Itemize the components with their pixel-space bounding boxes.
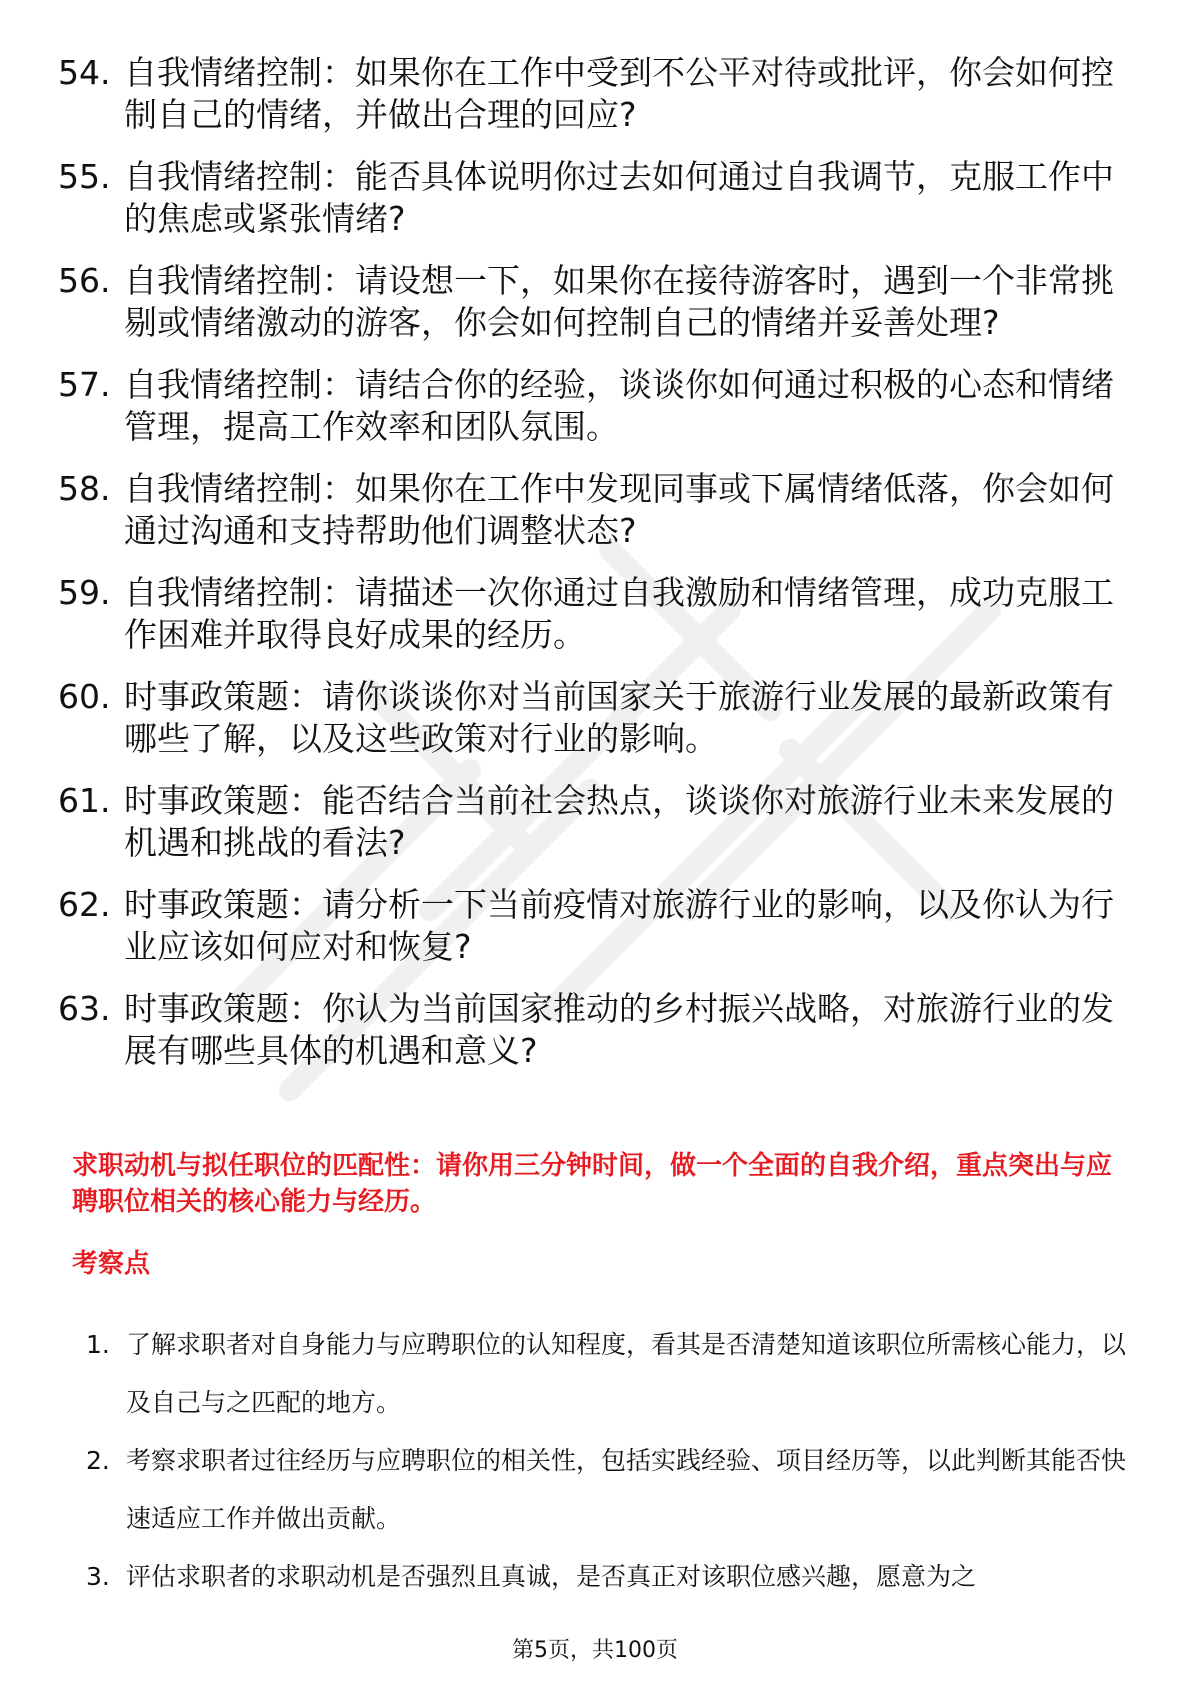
list-item bbox=[58, 676, 1130, 760]
question-text: 自我情绪控制：能否具体说明你过去如何通过自我调节，克服工作中的焦虑或紧张情绪? bbox=[124, 157, 1114, 238]
question-number: 60. bbox=[58, 677, 111, 716]
point-text: 评估求职者的求职动机是否强烈且真诚，是否真正对该职位感兴趣，愿意为之 bbox=[126, 1562, 977, 1591]
point-text: 考察求职者过往经历与应聘职位的相关性，包括实践经验、项目经历等，以此判断其能否快速适应工作并做出贡献。 bbox=[126, 1446, 1127, 1533]
question-number: 62. bbox=[58, 885, 111, 924]
section-heading: 求职动机与拟任职位的匹配性：请你用三分钟时间，做一个全面的自我介绍，重点突出与应聘职位相关的核心能力与经历。 bbox=[72, 1151, 1113, 1217]
subheading: 考察点 bbox=[72, 1249, 151, 1279]
question-number: 55. bbox=[58, 157, 111, 196]
question-list bbox=[58, 52, 1130, 1092]
list-item bbox=[58, 364, 1130, 448]
question-text: 自我情绪控制：请结合你的经验，谈谈你如何通过积极的心态和情绪管理，提高工作效率和团队氛围。 bbox=[124, 365, 1114, 446]
question-number: 58. bbox=[58, 469, 111, 508]
point-text: 了解求职者对自身能力与应聘职位的认知程度，看其是否清楚知道该职位所需核心能力，以及自己与之匹配的地方。 bbox=[126, 1330, 1127, 1417]
list-item bbox=[58, 52, 1130, 136]
question-text: 时事政策题：你认为当前国家推动的乡村振兴战略，对旅游行业的发展有哪些具体的机遇和意义? bbox=[124, 989, 1114, 1070]
question-number: 63. bbox=[58, 989, 111, 1028]
list-item bbox=[86, 1316, 1130, 1432]
assessment-points-list bbox=[86, 1316, 1130, 1606]
question-text: 自我情绪控制：如果你在工作中发现同事或下属情绪低落，你会如何通过沟通和支持帮助他们调整状态? bbox=[124, 469, 1114, 550]
question-number: 61. bbox=[58, 781, 111, 820]
question-text: 时事政策题：能否结合当前社会热点，谈谈你对旅游行业未来发展的机遇和挑战的看法? bbox=[124, 781, 1114, 862]
question-number: 59. bbox=[58, 573, 111, 612]
list-item bbox=[58, 156, 1130, 240]
point-number: 3. bbox=[86, 1562, 110, 1591]
question-text: 自我情绪控制：请描述一次你通过自我激励和情绪管理，成功克服工作困难并取得良好成果的经历。 bbox=[124, 573, 1114, 654]
question-number: 54. bbox=[58, 53, 111, 92]
question-text: 时事政策题：请你谈谈你对当前国家关于旅游行业发展的最新政策有哪些了解，以及这些政策对行业的影响。 bbox=[124, 677, 1114, 758]
list-item bbox=[58, 780, 1130, 864]
question-number: 56. bbox=[58, 261, 111, 300]
point-number: 2. bbox=[86, 1446, 110, 1475]
question-text: 时事政策题：请分析一下当前疫情对旅游行业的影响，以及你认为行业应该如何应对和恢复? bbox=[124, 885, 1114, 966]
list-item bbox=[58, 468, 1130, 552]
list-item bbox=[58, 988, 1130, 1072]
page-footer: 第5页，共100页 bbox=[512, 1638, 678, 1663]
question-number: 57. bbox=[58, 365, 111, 404]
list-item bbox=[58, 260, 1130, 344]
question-text: 自我情绪控制：请设想一下，如果你在接待游客时，遇到一个非常挑剔或情绪激动的游客，你会如何控制自己的情绪并妥善处理? bbox=[124, 261, 1114, 342]
list-item bbox=[58, 884, 1130, 968]
list-item bbox=[58, 572, 1130, 656]
question-text: 自我情绪控制：如果你在工作中受到不公平对待或批评，你会如何控制自己的情绪，并做出合理的回应? bbox=[124, 53, 1114, 134]
point-number: 1. bbox=[86, 1330, 110, 1359]
list-item bbox=[86, 1548, 1130, 1606]
list-item bbox=[86, 1432, 1130, 1548]
